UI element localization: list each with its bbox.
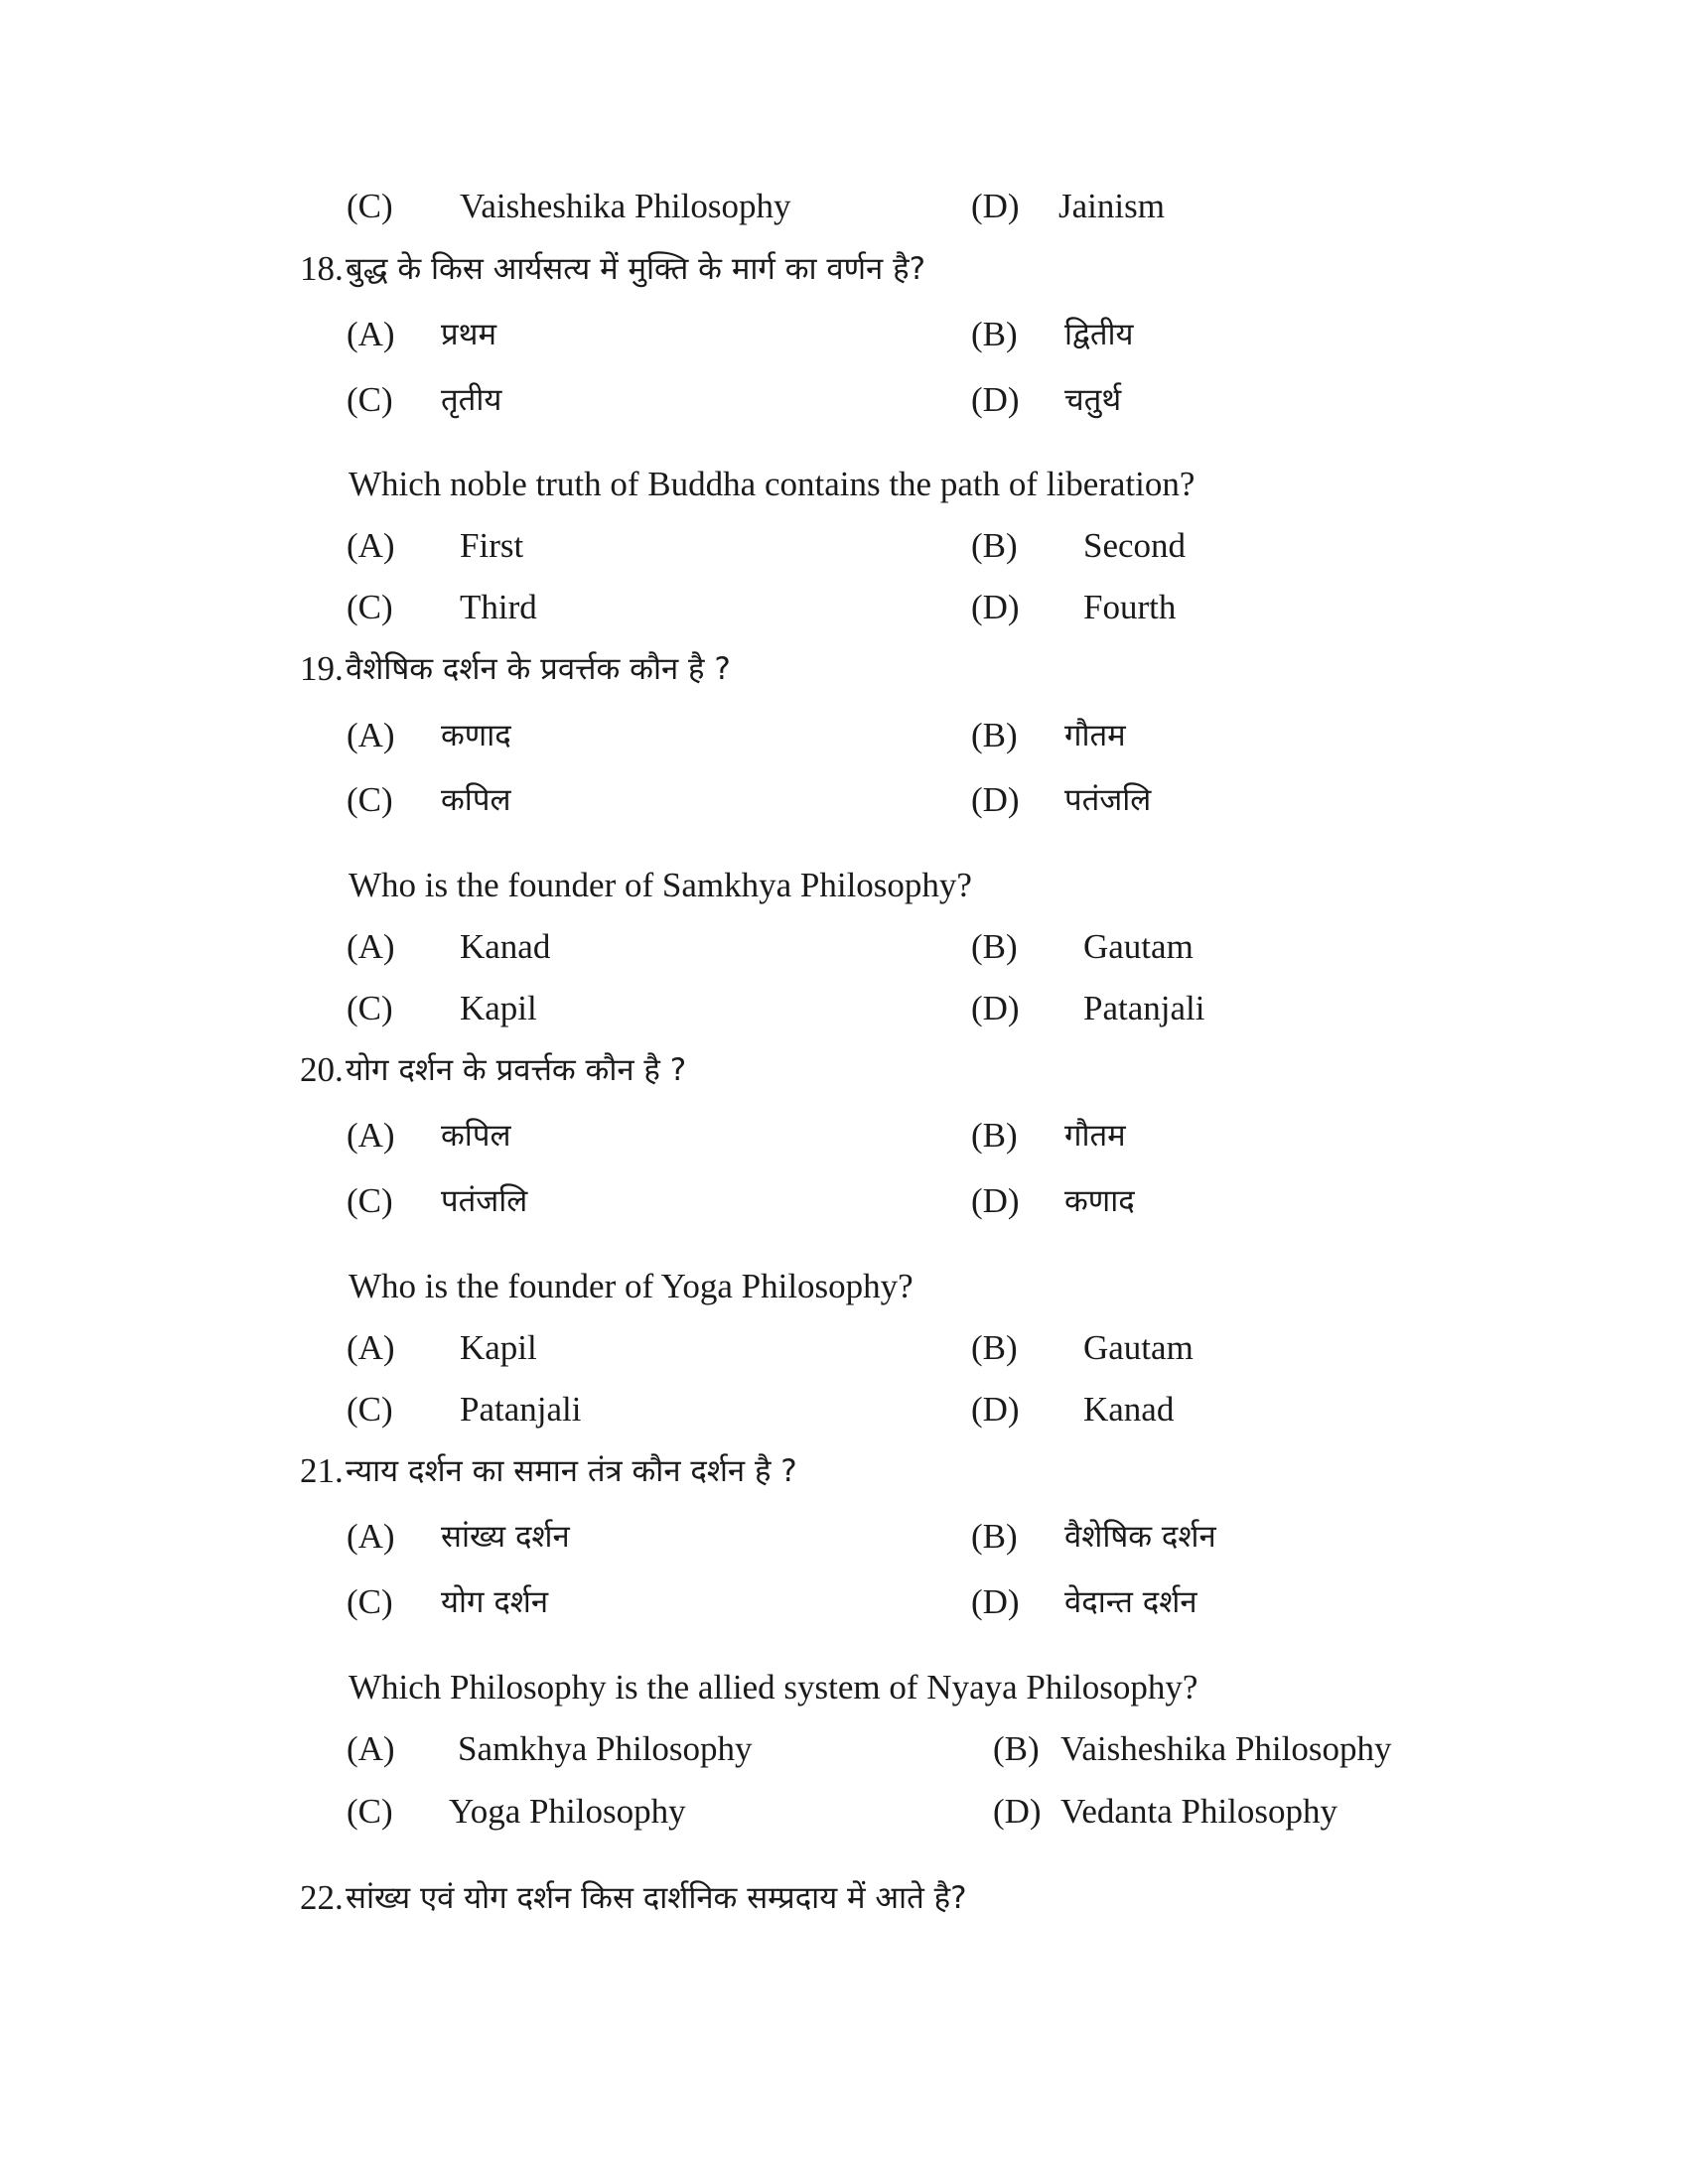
question-text: न्याय दर्शन का समान तंत्र कौन दर्शन है ? — [346, 1453, 797, 1489]
question-text: वैशेषिक दर्शन के प्रवर्त्तक कौन है ? — [346, 651, 731, 687]
question-text: Who is the founder of Yoga Philosophy? — [349, 1267, 914, 1305]
option-letter: (C) — [347, 1390, 393, 1429]
option-letter: (C) — [347, 588, 393, 626]
question-text: Who is the founder of Samkhya Philosophy? — [349, 866, 972, 904]
option-text[interactable]: प्रथम — [441, 317, 496, 352]
option-text[interactable]: गौतम — [1064, 718, 1126, 753]
option-text[interactable]: कणाद — [441, 718, 511, 753]
q21-hindi-options-cd — [0, 1572, 1688, 1632]
option-letter: (C) — [347, 989, 393, 1027]
q17-options-row-cd — [0, 177, 1688, 236]
option-text[interactable]: Kapil — [460, 989, 537, 1027]
option-letter: (A) — [347, 1729, 395, 1768]
question-18-hindi — [0, 239, 1688, 299]
option-text[interactable]: Third — [460, 588, 537, 626]
option-text[interactable]: गौतम — [1064, 1118, 1126, 1154]
q19-english-options-cd — [0, 979, 1688, 1038]
q19-hindi-options-cd — [0, 770, 1688, 830]
question-text: बुद्ध के किस आर्यसत्य में मुक्ति के मार्ग का वर्णन है? — [346, 251, 926, 287]
option-letter: (B) — [971, 526, 1018, 565]
option-letter: (C) — [347, 780, 393, 819]
option-letter: (D) — [971, 780, 1020, 819]
question-number: 18. — [300, 249, 344, 288]
question-18-english — [0, 455, 1688, 514]
question-text: सांख्य एवं योग दर्शन किस दार्शनिक सम्प्रदाय में आते है? — [346, 1880, 967, 1916]
option-text[interactable]: Vaisheshika Philosophy — [1060, 1729, 1392, 1768]
option-text[interactable]: Patanjali — [1083, 989, 1205, 1027]
option-text[interactable]: Gautam — [1083, 1328, 1194, 1367]
option-text[interactable]: Jainism — [1058, 187, 1165, 225]
question-number: 22. — [300, 1878, 344, 1917]
question-number: 20. — [300, 1050, 344, 1089]
option-letter: (A) — [347, 1116, 395, 1155]
option-letter: (B) — [993, 1729, 1040, 1768]
option-text[interactable]: कणाद — [1064, 1183, 1135, 1219]
option-text[interactable]: Patanjali — [460, 1390, 582, 1429]
option-letter: (C) — [347, 1181, 393, 1220]
q18-english-options-cd — [0, 578, 1688, 637]
question-20-hindi — [0, 1040, 1688, 1100]
question-21-hindi — [0, 1441, 1688, 1501]
option-letter: (D) — [971, 1582, 1020, 1621]
option-letter: (D) — [993, 1792, 1042, 1831]
question-19-english — [0, 856, 1688, 915]
option-letter: (C) — [347, 1792, 393, 1831]
option-text[interactable]: वेदान्त दर्शन — [1064, 1584, 1197, 1620]
option-letter: (A) — [347, 1517, 395, 1556]
q21-hindi-options-ab — [0, 1507, 1688, 1567]
option-text[interactable]: द्वितीय — [1064, 317, 1134, 352]
option-text[interactable]: Second — [1083, 526, 1187, 565]
q18-hindi-options-ab — [0, 305, 1688, 364]
option-text[interactable]: Kapil — [460, 1328, 537, 1367]
option-letter: (B) — [971, 1517, 1018, 1556]
option-letter: (B) — [971, 1116, 1018, 1155]
option-text[interactable]: तृतीय — [441, 382, 502, 418]
q18-english-options-ab — [0, 516, 1688, 576]
option-text[interactable]: Yoga Philosophy — [449, 1792, 686, 1831]
option-text[interactable]: पतंजलि — [1064, 782, 1152, 818]
option-text[interactable]: वैशेषिक दर्शन — [1064, 1519, 1216, 1555]
q20-hindi-options-cd — [0, 1171, 1688, 1231]
option-text[interactable]: कपिल — [441, 1118, 511, 1154]
option-letter: (B) — [971, 1328, 1018, 1367]
q21-english-options-ab — [0, 1719, 1688, 1779]
option-letter: (D) — [971, 187, 1020, 225]
option-letter: (C) — [347, 380, 393, 419]
option-text[interactable]: Samkhya Philosophy — [458, 1729, 753, 1768]
question-number: 21. — [300, 1451, 344, 1490]
option-letter: (A) — [347, 1328, 395, 1367]
option-text[interactable]: Kanad — [460, 927, 551, 966]
option-letter: (D) — [971, 588, 1020, 626]
q21-english-options-cd — [0, 1782, 1688, 1842]
option-text[interactable]: कपिल — [441, 782, 511, 818]
q20-hindi-options-ab — [0, 1106, 1688, 1165]
option-text[interactable]: Vaisheshika Philosophy — [460, 187, 791, 225]
option-text[interactable]: First — [460, 526, 524, 565]
option-text[interactable]: Kanad — [1083, 1390, 1175, 1429]
option-letter: (B) — [971, 927, 1018, 966]
question-number: 19. — [300, 649, 344, 688]
question-22-hindi — [0, 1868, 1688, 1928]
q20-english-options-cd — [0, 1380, 1688, 1439]
question-20-english — [0, 1257, 1688, 1316]
option-letter: (D) — [971, 1181, 1020, 1220]
question-text: योग दर्शन के प्रवर्त्तक कौन है ? — [346, 1052, 687, 1088]
option-text[interactable]: Fourth — [1083, 588, 1177, 626]
option-letter: (D) — [971, 380, 1020, 419]
q18-hindi-options-cd — [0, 370, 1688, 430]
option-text[interactable]: योग दर्शन — [441, 1584, 549, 1620]
option-letter: (A) — [347, 716, 395, 754]
question-text: Which noble truth of Buddha contains the path of liberation? — [349, 465, 1196, 503]
option-letter: (C) — [347, 187, 393, 225]
option-letter: (B) — [971, 716, 1018, 754]
option-text[interactable]: Vedanta Philosophy — [1060, 1792, 1338, 1831]
question-19-hindi — [0, 639, 1688, 699]
option-letter: (A) — [347, 526, 395, 565]
q19-english-options-ab — [0, 917, 1688, 977]
option-letter: (A) — [347, 315, 395, 353]
q20-english-options-ab — [0, 1318, 1688, 1378]
option-text[interactable]: चतुर्थ — [1064, 382, 1122, 418]
option-text[interactable]: Gautam — [1083, 927, 1194, 966]
q19-hindi-options-ab — [0, 706, 1688, 765]
option-letter: (D) — [971, 989, 1020, 1027]
option-text[interactable]: सांख्य दर्शन — [441, 1519, 570, 1555]
question-text: Which Philosophy is the allied system of Nyaya Philosophy? — [349, 1668, 1198, 1706]
option-letter: (A) — [347, 927, 395, 966]
option-letter: (B) — [971, 315, 1018, 353]
question-21-english — [0, 1658, 1688, 1717]
option-text[interactable]: पतंजलि — [441, 1183, 528, 1219]
option-letter: (C) — [347, 1582, 393, 1621]
option-letter: (D) — [971, 1390, 1020, 1429]
